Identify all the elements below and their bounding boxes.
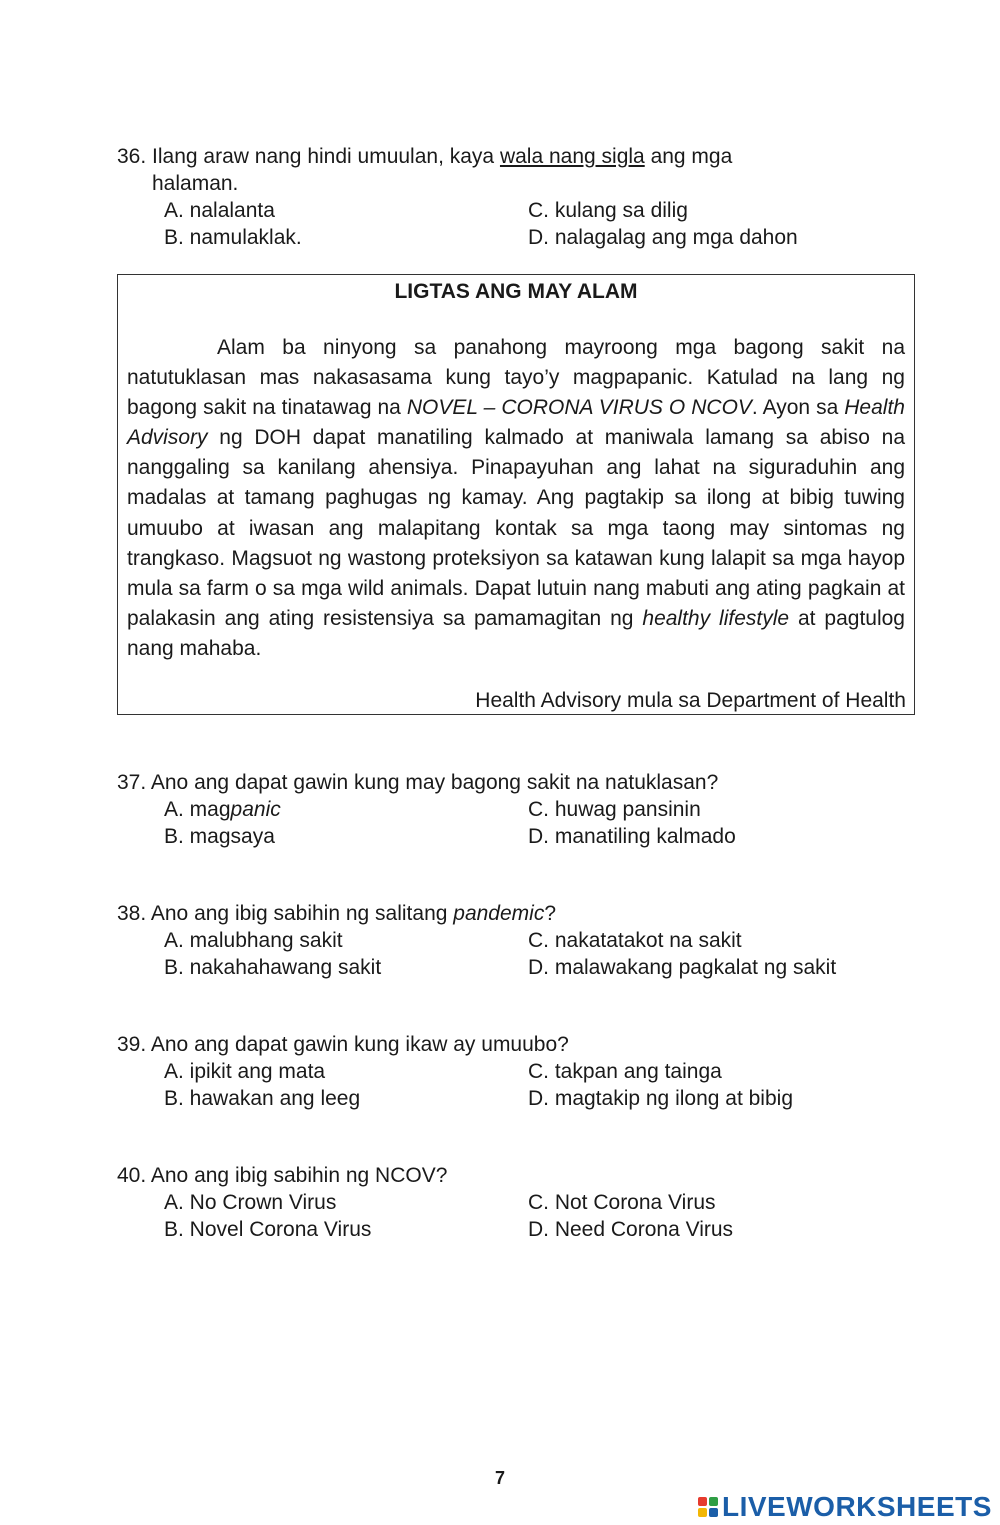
underlined-phrase: wala nang sigla — [499, 145, 645, 168]
question-39-stem: 39. Ano ang dapat gawin kung ikaw ay umuubo? — [117, 1033, 569, 1056]
question-37-stem: 37. Ano ang dapat gawin kung may bagong sakit na natuklasan? — [117, 771, 719, 794]
logo-mark-icon — [698, 1497, 718, 1517]
option-c[interactable]: C. nakatatakot na sakit — [528, 929, 742, 952]
passage-italic-health-advisory: Health Advisory — [127, 396, 905, 450]
stem-text-end: ang mga — [650, 145, 733, 168]
liveworksheets-logo[interactable] — [698, 1491, 992, 1523]
question-40 — [117, 1162, 917, 1243]
passage-text-2: . Ayon sa — [751, 396, 839, 420]
stem-text: 38. Ano ang ibig sabihin ng salitang — [117, 902, 448, 925]
option-b[interactable]: B. namulaklak. — [164, 226, 302, 249]
logo-square — [709, 1508, 718, 1517]
passage-text-3: ng DOH dapat manatiling kalmado at maniwala lamang sa abiso na nanggaling sa kanilang ahensiya. Pinapayuhan ang lahat na siguraduhin ang madalas at tamang paghugas ng kamay. Ang pagtakip sa ilong at bibig tuwing umuubo at iwasan ang malapitang kontak sa mga taong may sintomas ng trangkaso. Magsuot ng wastong proteksiyon sa katawan kung lalapit sa mga hayop mula sa farm o sa mga wild animals. Dapat lutuin nang mabuti ang ating pagkain at palakasin ang ating resistensiya sa pamamagitan ng — [127, 426, 905, 630]
passage-body — [127, 333, 905, 664]
passage-box — [117, 274, 915, 715]
question-36-stem — [117, 143, 917, 197]
passage-italic-healthy-lifestyle: healthy lifestyle — [642, 606, 790, 630]
question-38-stem — [117, 900, 917, 927]
question-39 — [117, 1031, 917, 1112]
logo-square — [709, 1497, 718, 1506]
question-37-options — [117, 796, 917, 850]
stem-italic-pandemic: pandemic — [453, 902, 545, 925]
page-number: 7 — [494, 1468, 505, 1488]
option-a-text: A. mag — [164, 798, 231, 821]
option-d[interactable]: D. manatiling kalmado — [528, 825, 736, 848]
stem-question-mark: ? — [544, 902, 557, 925]
option-b[interactable]: B. hawakan ang leeg — [164, 1087, 361, 1110]
option-d[interactable]: D. nalagalag ang mga dahon — [528, 226, 798, 249]
question-number: 36. — [117, 145, 147, 168]
stem-text: Ilang araw nang hindi umuulan, kaya — [152, 145, 495, 168]
question-38-options — [117, 927, 917, 981]
option-c[interactable]: C. kulang sa dilig — [528, 199, 688, 222]
logo-square — [698, 1508, 707, 1517]
option-b[interactable]: B. Novel Corona Virus — [164, 1218, 372, 1241]
option-a[interactable]: A. ipikit ang mata — [164, 1060, 326, 1083]
logo-text: LIVEWORKSHEETS — [722, 1491, 992, 1522]
stem-continuation: halaman. — [152, 172, 239, 195]
question-36 — [117, 143, 917, 251]
question-37 — [117, 769, 917, 850]
option-d[interactable]: D. malawakang pagkalat ng sakit — [528, 956, 837, 979]
option-c[interactable]: C. Not Corona Virus — [528, 1191, 716, 1214]
question-39-options — [117, 1058, 917, 1112]
passage-title: LIGTAS ANG MAY ALAM — [394, 280, 638, 303]
option-a[interactable] — [164, 796, 528, 823]
option-d[interactable]: D. magtakip ng ilong at bibig — [528, 1087, 793, 1110]
option-b[interactable]: B. magsaya — [164, 825, 275, 848]
question-40-options — [117, 1189, 917, 1243]
passage-source: Health Advisory mula sa Department of Health — [475, 689, 906, 712]
question-38 — [117, 900, 917, 981]
passage-text-1: Alam ba ninyong sa panahong mayroong mga bagong sakit na natutuklasan mas nakasasama kung tayo’y magpapanic. Katulad na lang ng bagong sakit na tinatawag na — [127, 336, 905, 420]
question-40-stem: 40. Ano ang ibig sabihin ng NCOV? — [117, 1164, 448, 1187]
option-a[interactable]: A. No Crown Virus — [164, 1191, 337, 1214]
option-b[interactable]: B. nakahahawang sakit — [164, 956, 382, 979]
option-a[interactable]: A. nalalanta — [164, 199, 275, 222]
passage-text-4: at pagtulog nang mahaba. — [127, 606, 905, 660]
option-a-italic: panic — [230, 798, 281, 821]
option-d[interactable]: D. Need Corona Virus — [528, 1218, 734, 1241]
logo-square — [698, 1497, 707, 1506]
option-a[interactable]: A. malubhang sakit — [164, 929, 343, 952]
option-c[interactable]: C. huwag pansinin — [528, 798, 701, 821]
passage-italic-novel: NOVEL – CORONA VIRUS O NCOV — [406, 396, 752, 420]
question-36-options — [117, 197, 917, 251]
option-c[interactable]: C. takpan ang tainga — [528, 1060, 722, 1083]
